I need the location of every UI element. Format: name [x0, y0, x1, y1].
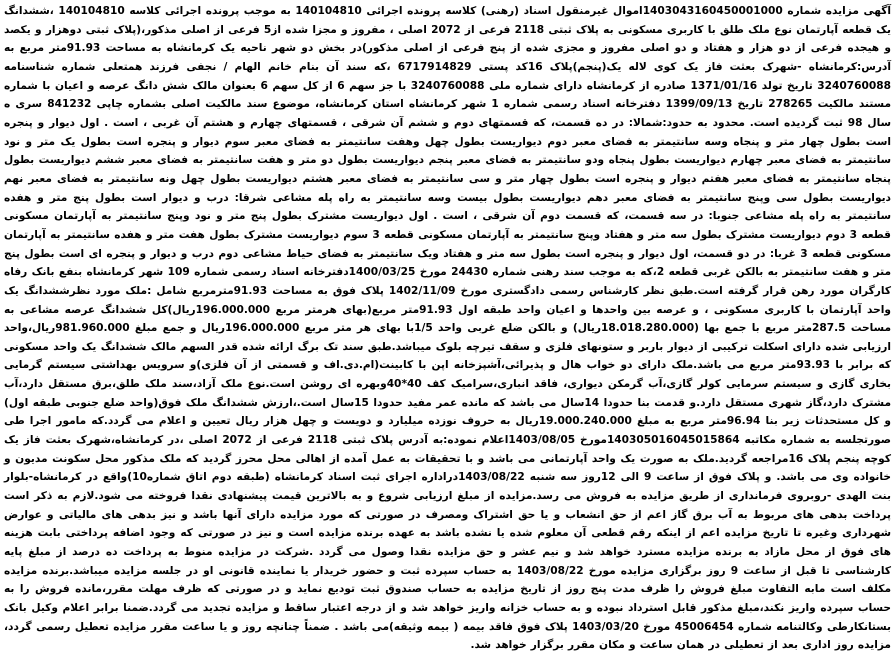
- notice-body-text: آگهی مزایده شماره 1403043160450001000اموال غیرمنقول اسناد (رهنی) کلاسه پرونده اجرائی 140104810 به موجب پرونده اجرائی کلاسه 140104810 ،ششدانگ یک قطعه آپارتمان نوع ملک طلق با کاربری مسکونی به پلاک ثبتی 2118 فرعی از 2072 اصلی ، مفروز و مجزا شده از5 فرعی از اصلی مذکور،(پلاک ثبتی دوهزار و یکصد و هیجده فرعی از دو هزار و هفتاد و دو اصلی مفروز و مجزی شده از پنج فرعی از اصلی مذکور)در بخش دو شهر ناحیه یک کرمانشاه به مساحت 91.93متر مربع به آدرس:کرمانشاه -شهرک بعثت فاز یک کوی لاله یک(پنجم)پلاک 16کد پستی 6717914829 ،که سند آن بنام خانم الهام / نجفی فرزند همتعلی شماره شناسنامه 3240760088 تاریخ تولد 1371/01/16 صادره از کرمانشاه دارای شماره ملی 3240760088 با جز سهم 6 از کل سهم 6 بعنوان مالک شش دانگ عرصه و اعیان با شماره مستند مالکیت 278265 تاریخ 1399/09/13 دفترخانه اسناد رسمی شماره 1 شهر کرمانشاه استان کرمانشاه، موضوع سند مالکیت اصلی بشماره چاپی 841232 سری ه سال 98 ثبت گردیده است. محدود به حدود:شمالا: در ده قسمت، که قسمتهای دوم و ششم آن شرقی ، قسمتهای چهارم و هشتم آن غربی ، است . اول دیوار و پنجره است بطول چهار متر و پنجاه وسه سانتیمتر به فضای معبر دوم دیواریست بطول چهل وهفت سانتیمتر به فضای معبر سوم دیوار و پنجره است بطول یک متر و نود سانتیمتر به فضای معبر چهارم دیواریست بطول پنجاه ودو سانتیمتر به فضای معبر پنجم دیواریست بطول دو متر و هفت سانتیمتر به فضای معبر ششم دیواریست بطول پنجاه سانتیمتر به فضای معبر هفتم دیوار و پنجره است بطول چهار متر و سی سانتیمتر به فضای معبر هشتم دیواریست بطول چهل ونه سانتیمتر به فضای معبر نهم دیواریست بطول سی وپنج سانتیمتر به فضای معبر دهم دیواریست بطول بیست وسه سانتیمتر به راه پله مشاعی شرقا: درب و دیوار است بطول پنج متر و هفده سانتیمتر به راه پله مشاعی جنوبا: در سه قسمت، که قسمت دوم آن شرقی ، است . اول دیواریست مشترک بطول پنج متر و نود وپنج سانتیمتر به آپارتمان مسکونی قطعه 3 دوم دیواریست مشترک بطول سه متر و هفتاد وپنج سانتیمتر به آپارتمان مسکونی قطعه 3 سوم دیواریست مشترک بطول هفت متر و هفده سانتیمتر به آپارتمان مسکونی قطعه 3 غربا: در دو قسمت، اول دیوار و پنجره است بطول سه متر و هفتاد ویک سانتیمتر به فضای حیاط مشاعی دوم درب و دیوار و پنجره ای است بطول پنج متر و هفت سانتیمتر به بالکن غربی قطعه 2،که به موجب سند رهنی شماره 24430 مورخ 1400/03/25دفترخانه اسناد رسمی شماره 109 شهر کرمانشاه بنفع بانک رفاه کارگران مورد رهن قرار گرفته است.طبق نظر کارشناس رسمی دادگستری مورخ 1402/11/09 پلاک فوق به مساحت 91.93مترمربع شامل :ملک مورد نظرششدانگ یک واحد آپارتمان با کاربری مسکونی ، و عرصه بین واحدها و اعیان واحد طبقه اول 91.93متر مربع(بهای هرمتر مربع 196.000.000ریال)کل ششدانگ عرصه مشاعی به مساحت 287.5متر مربع با جمع بها (18.018.280.000ریال) و بالکن ضلع غربی واحد 1/5با بهای هر متر مربع 196.000.000ریال و جمع مبلغ 981.960.000ریال،واحد ارزیابی شده دارای اسکلت ترکیبی از دیوار باربر و ستونهای فلزی و سقف تیرچه بلوک میباشد.طبق سند تک برگ ارائه شده قدر السهم مالک ششدانگ یک واحد مسکونی که برابر با 93.93متر مربع می باشد.ملک دارای دو خواب هال و پذیرائی،آشپزخانه اپن با کابینت(ام.دی.اف و قسمتی از آن فلزی)و سرویس بهداشتی سیستم گرمایی بخاری گازی و سیستم سرمایی کولر گازی،آب گرمکن دیواری، فاقد انباری،سرامیک کف 40*40وبهره ای روشن است.نوع ملک آزاد،سند ملک طلق،برق مستقل دارد،آب مشترک دارد،گاز شهری مستقل دارد.و قدمت بنا حدودا 14سال می باشد که مانده عمر مفید حدودا 15سال است.،ارزش ششدانگ ملک فوق(واحد ضلع جنوبی طبقه اول) و کل مستحدثات زیر بنا 96.94متر مربع به مبلغ 19.000.240.000ریال به حروف نوزده میلیارد و دویست و چهل هزار ریال تعیین و اعلام می گردد.که مامور اجرا طی صورتجلسه به شماره مکاتبه 140305016045015864مورخ 1403/08/05اعلام نموده:به آدرس پلاک ثبتی 2118 فرعی از 2072 اصلی ،در کرمانشاه،شهرک بعثت فاز یک کوچه پنجم پلاک 16مراجعه گردید.ملک به صورت یک واحد آپارتمانی می باشد و با تحقیقات به عمل آمده از اهالی محل محرز گردید که ملک مذکور محل سکونت مدیون و خانواده وی می باشد. و پلاک فوق از ساعت 9 الی 12روز سه شنبه 1403/08/22دراداره اجرای ثبت اسناد کرمانشاه (طبقه دوم اتاق شماره10)واقع در کرمانشاه-بلوار بنت الهدی -روبروی فرمانداری از طریق مزایده به فروش می رسد.مزایده از مبلغ ارزیابی شروع و به بالاترین قیمت پیشنهادی نقدا فروخته می شود.لازم به ذکر است پرداخت بدهی های مربوط به آب برق گاز اعم از حق انشعاب و یا حق اشتراک ومصرف در صورتی که مورد مزایده دارای آنها باشد و نیز بدهی های مالیاتی و عوارض شهرداری وغیره تا تاریخ مزایده اعم از اینکه رقم قطعی آن معلوم شده یا نشده باشد به عهده برنده مزایده است و نیز در صورتی که وجود اضافه پرداختی بابت هزینه های فوق از محل مازاد به برنده مزایده مسترد خواهد شد و نیم عشر و حق مزایده نقدا وصول می گردد .شرکت در مزایده منوط به پرداخت ده درصد از مبلغ پایه کارشناسی تا قبل از ساعت 9 روز برگزاری مزایده مورخ 1403/08/22 به حساب سپرده ثبت و حضور خریدار یا نماینده قانونی او در جلسه مزایده میباشد.برنده مزایده مکلف است مابه التفاوت مبلغ فروش را ظرف مدت پنج روز از تاریخ مزایده به حساب صندوق ثبت تودیع نماید و در صورتی که ظرف مهلت مقرر،مانده فروش را به حساب سپرده واریز نکند،مبلغ مذکور قابل استرداد نبوده و به حساب خزانه واریز خواهد شد و از درجه اعتبار ساقط و مزایده تجدید می گردد.ضمنا برابر اعلام وکیل بانک بستانکارطی وکالتنامه شماره 45006454 مورخ 1403/03/20 پلاک فوق فاقد بیمه ( بیمه وثیقه)می باشد . ضمناً چنانچه روز و یا ساعت مقرر مزایده تعطیل رسمی گردد، مزایده روز اداری بعد از تعطیلی در همان ساعت و مکان مقرر برگزار خواهد شد.: [4, 5, 892, 652]
